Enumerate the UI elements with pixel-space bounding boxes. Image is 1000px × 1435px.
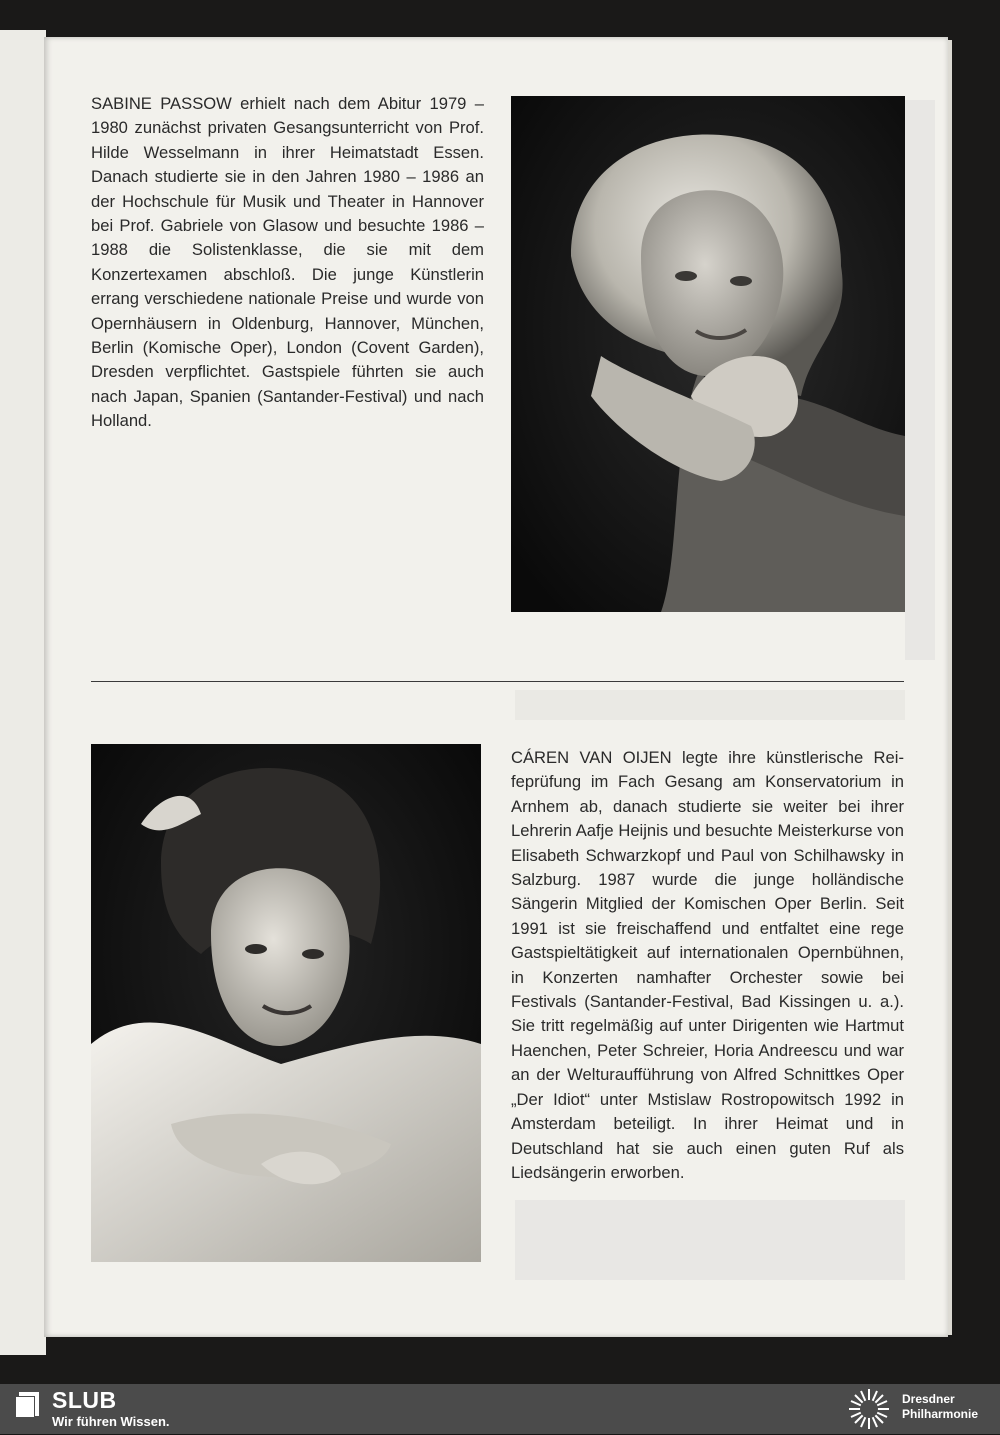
portrait-caren-van-oijen bbox=[91, 744, 481, 1262]
philharmonie-name[interactable] bbox=[902, 1392, 978, 1422]
slub-tagline: Wir führen Wissen. bbox=[52, 1414, 170, 1429]
show-through-block bbox=[905, 100, 935, 660]
bio-caren-van-oijen: CÁREN VAN OIJEN legte ihre künstlerische Reifeprüfung im Fach Gesang am Konservatorium in Arnhem ab, danach studierte sie weiter bei ihrer Lehrerin Aafje Heijnis und besuchte Meisterkurse von Elisabeth Schwarzkopf und Paul von Schilhawsky in Salzburg. 1987 wurde die junge holländische Sängerin Mitglied der Komischen Oper Berlin. Seit 1991 ist sie freischaffend und entfaltet eine rege Gastspieltätigkeit auf internationalen Opernbühnen, in Konzerten namhafter Orchester sowie bei Festivals (Santander-Festival, Bad Kissingen u. a.). Sie tritt regelmäßig auf unter Dirigenten wie Hartmut Haenchen, Peter Schreier, Horia Andreescu und war an der Welturaufführung von Alfred Schnittkes Oper „Der Idiot“ unter Mstislaw Rostropowitsch 1992 in Amsterdam beteiligt. In ihrer Heimat und in Deutschland hat sie auch einen guten Ruf als Liedsängerin erworben. bbox=[511, 748, 904, 1182]
philharmonie-line-2: Philharmonie bbox=[902, 1407, 979, 1421]
show-through-block bbox=[515, 1200, 905, 1280]
philharmonie-sunburst-icon bbox=[842, 1387, 896, 1435]
section-divider bbox=[91, 681, 904, 682]
footer-bar bbox=[0, 1384, 1000, 1434]
bio-sabine-passow: SABINE PASSOW erhielt nach dem Abitur 1979 – 1980 zunächst privaten Gesangsunterricht von Prof. Hilde Wesselmann in ihrer Heimatstadt Essen. Danach studierte sie in den Jahren 1980 – 1986 an der Hochschule für Musik und Theater in Hannover bei Prof. Gabriele von Glasow und besuchte 1986 – 1988 die Solistenklasse, die sie mit dem Konzertexamen abschloß. Die junge Künstlerin errang verschiedene nationale Preise und wurde von Opernhäusern in Oldenburg, Hannover, München, Berlin (Komische Oper), London (Covent Garden), Dresden verpflichtet. Gastspiele führten sie auch nach Japan, Spanien (Santander-Festival) und nach Holland. bbox=[91, 94, 484, 431]
slub-book-icon bbox=[13, 1390, 41, 1424]
slub-brand[interactable]: SLUB bbox=[52, 1387, 117, 1413]
portrait-sabine-passow bbox=[511, 96, 905, 612]
show-through-block bbox=[515, 690, 905, 720]
philharmonie-line-1: Dresdner bbox=[902, 1392, 955, 1406]
previous-page-edge bbox=[0, 30, 46, 1355]
